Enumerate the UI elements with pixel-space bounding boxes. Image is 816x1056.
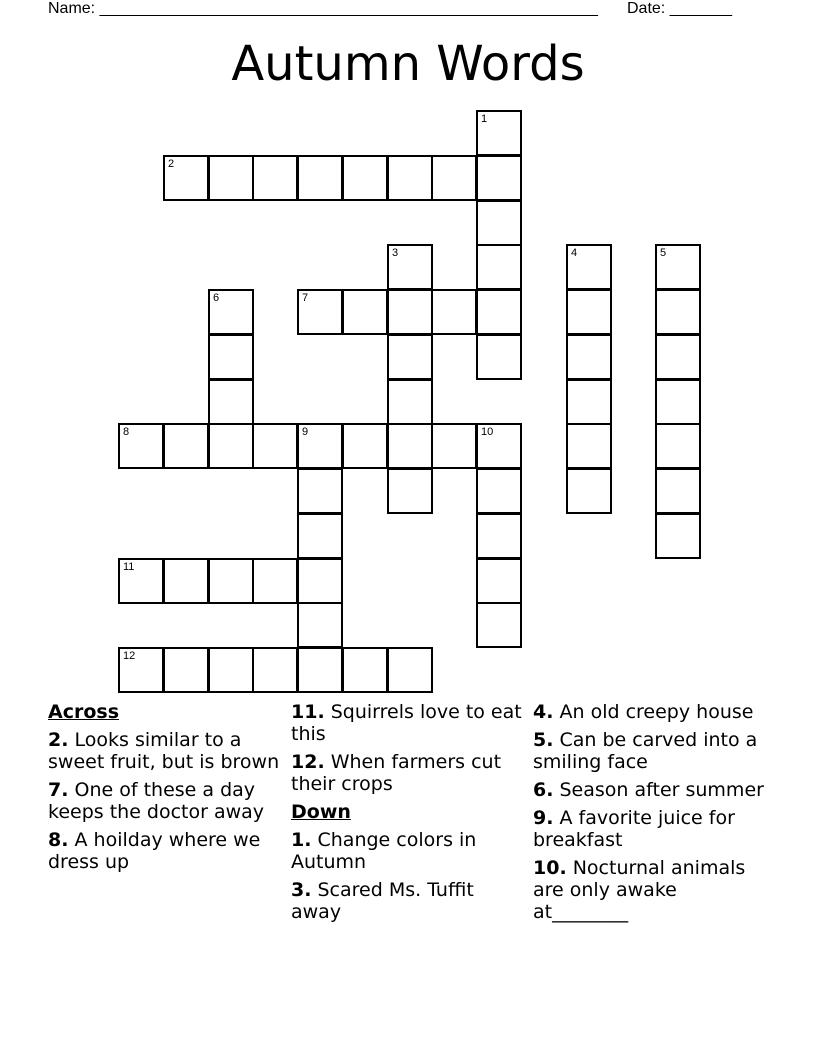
crossword-cell[interactable] <box>387 334 433 380</box>
crossword-cell[interactable] <box>655 289 701 335</box>
crossword-cell[interactable] <box>431 423 477 469</box>
clue-text: Looks similar to a sweet fruit, but is brown <box>48 729 280 773</box>
crossword-cell[interactable] <box>476 334 522 380</box>
cell-number: 10 <box>481 426 494 438</box>
clue-text: An old creepy house <box>559 701 754 723</box>
crossword-cell[interactable] <box>208 423 254 469</box>
crossword-cell[interactable] <box>342 647 388 693</box>
crossword-cell[interactable] <box>208 155 254 201</box>
clue-text: A hoilday where we dress up <box>48 829 261 873</box>
crossword-cell[interactable] <box>655 334 701 380</box>
crossword-cell[interactable] <box>208 558 254 604</box>
clue-down-5 <box>533 729 773 773</box>
clue-across-12 <box>291 751 523 795</box>
cell-number: 12 <box>123 650 136 662</box>
crossword-cell[interactable] <box>387 244 433 290</box>
crossword-cell[interactable] <box>566 244 612 290</box>
cell-number: 9 <box>302 426 309 438</box>
cell-number: 7 <box>302 292 309 304</box>
clue-number: 9. <box>533 807 554 829</box>
crossword-cell[interactable] <box>208 289 254 335</box>
clue-across-7 <box>48 779 280 823</box>
clue-number: 5. <box>533 729 554 751</box>
crossword-cell[interactable] <box>342 289 388 335</box>
cell-number: 11 <box>123 561 135 573</box>
crossword-cell[interactable] <box>431 155 477 201</box>
clue-down-4 <box>533 701 773 723</box>
clue-down-1 <box>291 829 523 873</box>
across-heading: Across <box>48 701 120 723</box>
crossword-cell[interactable] <box>252 155 298 201</box>
crossword-cell[interactable] <box>655 468 701 514</box>
crossword-cell[interactable] <box>208 647 254 693</box>
clue-number: 8. <box>48 829 69 851</box>
crossword-cell[interactable] <box>163 155 209 201</box>
clue-down-9 <box>533 807 773 851</box>
crossword-cell[interactable] <box>342 423 388 469</box>
crossword-cell[interactable] <box>387 468 433 514</box>
crossword-cell[interactable] <box>387 289 433 335</box>
crossword-cell[interactable] <box>387 423 433 469</box>
clue-text: When farmers cut their crops <box>291 751 502 795</box>
crossword-cell[interactable] <box>476 423 522 469</box>
crossword-cell[interactable] <box>387 647 433 693</box>
crossword-cell[interactable] <box>163 558 209 604</box>
crossword-cell[interactable] <box>297 423 343 469</box>
clue-number: 4. <box>533 701 554 723</box>
cell-number: 5 <box>660 247 667 259</box>
crossword-cell[interactable] <box>297 289 343 335</box>
clue-number: 6. <box>533 779 554 801</box>
clue-across-2 <box>48 729 280 773</box>
crossword-cell[interactable] <box>252 558 298 604</box>
crossword-cell[interactable] <box>297 602 343 648</box>
crossword-cell[interactable] <box>476 558 522 604</box>
crossword-cell[interactable] <box>208 379 254 425</box>
crossword-cell[interactable] <box>476 244 522 290</box>
clue-down-10 <box>533 857 773 923</box>
crossword-cell[interactable] <box>476 602 522 648</box>
crossword-cell[interactable] <box>476 513 522 559</box>
name-field-line: Name: ________________________________________________________ <box>48 0 598 17</box>
cell-number: 8 <box>123 426 130 438</box>
crossword-cell[interactable] <box>252 423 298 469</box>
crossword-cell[interactable] <box>163 423 209 469</box>
clue-down-6 <box>533 779 773 801</box>
crossword-cell[interactable] <box>252 647 298 693</box>
date-field-line: Date: _______ <box>627 0 732 17</box>
clue-number: 12. <box>291 751 325 773</box>
crossword-cell[interactable] <box>566 289 612 335</box>
crossword-cell[interactable] <box>566 423 612 469</box>
clue-text: Scared Ms. Tuffit away <box>291 879 474 923</box>
clue-text: Season after summer <box>559 779 764 801</box>
crossword-cell[interactable] <box>387 155 433 201</box>
cell-number: 6 <box>213 292 220 304</box>
crossword-cell[interactable] <box>476 110 522 156</box>
page-title: Autumn Words <box>231 36 585 92</box>
crossword-cell[interactable] <box>655 513 701 559</box>
crossword-cell[interactable] <box>208 334 254 380</box>
crossword-cell[interactable] <box>655 423 701 469</box>
clue-text: One of these a day keeps the doctor away <box>48 779 265 823</box>
crossword-cell[interactable] <box>431 289 477 335</box>
crossword-cell[interactable] <box>387 379 433 425</box>
crossword-cell[interactable] <box>118 558 164 604</box>
clue-column-2 <box>291 701 523 929</box>
clue-text: Can be carved into a smiling face <box>533 729 758 773</box>
crossword-cell[interactable] <box>476 468 522 514</box>
crossword-cell[interactable] <box>297 558 343 604</box>
crossword-cell[interactable] <box>655 379 701 425</box>
cell-number: 4 <box>571 247 578 259</box>
crossword-cell[interactable] <box>297 513 343 559</box>
crossword-cell[interactable] <box>566 379 612 425</box>
clue-number: 2. <box>48 729 69 751</box>
crossword-cell[interactable] <box>163 647 209 693</box>
crossword-cell[interactable] <box>566 334 612 380</box>
clue-number: 1. <box>291 829 312 851</box>
crossword-cell[interactable] <box>297 468 343 514</box>
crossword-cell[interactable] <box>566 468 612 514</box>
clue-text: Nocturnal animals are only awake at________ <box>533 857 746 923</box>
clue-across-11 <box>291 701 523 745</box>
crossword-cell[interactable] <box>118 423 164 469</box>
crossword-cell[interactable] <box>342 155 388 201</box>
crossword-cell[interactable] <box>297 155 343 201</box>
clue-number: 10. <box>533 857 567 879</box>
clue-down-3 <box>291 879 523 923</box>
crossword-cell[interactable] <box>476 155 522 201</box>
clue-number: 7. <box>48 779 69 801</box>
clue-text: A favorite juice for breakfast <box>533 807 735 851</box>
cell-number: 3 <box>392 247 399 259</box>
crossword-cell[interactable] <box>655 244 701 290</box>
clue-text: Change colors in Autumn <box>291 829 477 873</box>
clue-column-1 <box>48 701 280 879</box>
clue-column-3 <box>533 701 773 929</box>
crossword-cell[interactable] <box>297 647 343 693</box>
cell-number: 1 <box>481 113 488 125</box>
crossword-cell[interactable] <box>118 647 164 693</box>
clue-text: Squirrels love to eat this <box>291 701 522 745</box>
crossword-cell[interactable] <box>476 289 522 335</box>
clue-across-8 <box>48 829 280 873</box>
clue-number: 11. <box>291 701 325 723</box>
crossword-cell[interactable] <box>476 200 522 246</box>
clue-number: 3. <box>291 879 312 901</box>
cell-number: 2 <box>168 158 175 170</box>
down-heading: Down <box>291 801 351 823</box>
